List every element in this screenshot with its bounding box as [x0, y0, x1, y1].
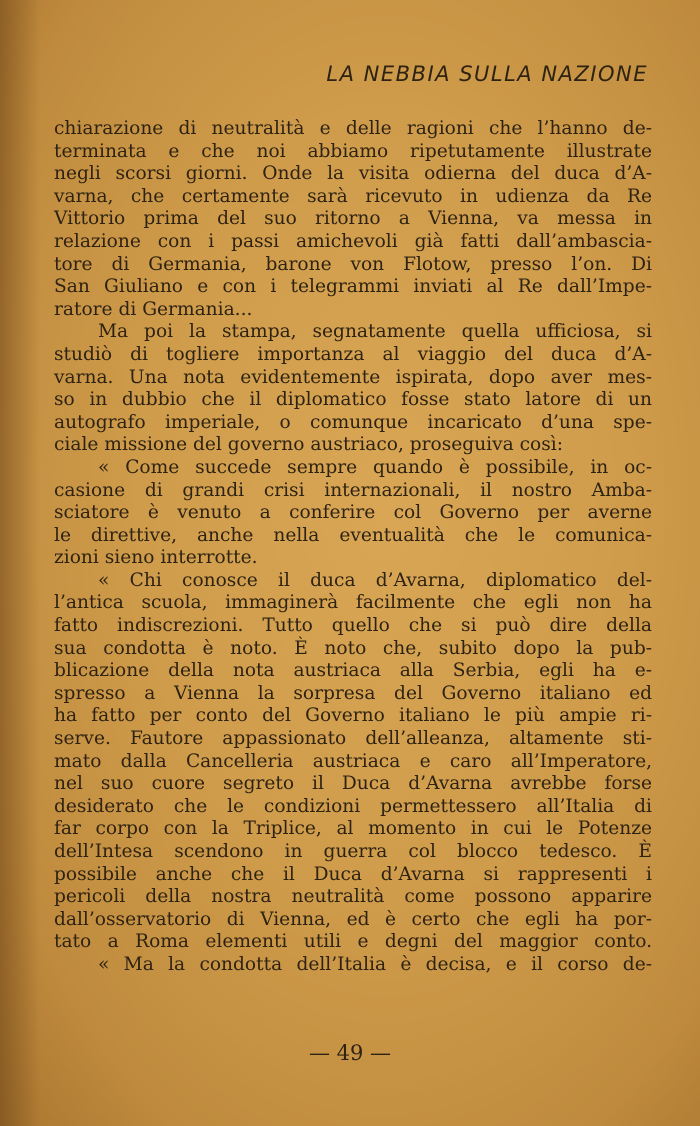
- text-line: blicazione della nota austriaca alla Serbia, egli ha e-: [54, 660, 652, 682]
- text-line: nel suo cuore segreto il Duca d’Avarna avrebbe forse: [54, 773, 652, 795]
- text-line: negli scorsi giorni. Onde la visita odierna del duca d’A-: [54, 163, 652, 185]
- text-line: pericoli della nostra neutralità come possono apparire: [54, 886, 652, 908]
- text-line: studiò di togliere importanza al viaggio del duca d’A-: [54, 343, 652, 365]
- text-line: tore di Germania, barone von Flotow, presso l’on. Di: [54, 253, 652, 275]
- text-line: casione di grandi crisi internazionali, il nostro Amba-: [54, 479, 652, 501]
- text-line: zioni sieno interrotte.: [54, 547, 258, 569]
- text-line: « Come succede sempre quando è possibile, in oc-: [98, 456, 652, 478]
- text-line: « Chi conosce il duca d’Avarna, diplomatico del-: [98, 569, 652, 591]
- text-line: l’antica scuola, immaginerà facilmente che egli non ha: [54, 592, 652, 614]
- text-line: ratore di Germania...: [54, 298, 253, 320]
- text-line: so in dubbio che il diplomatico fosse stato latore di un: [54, 389, 652, 411]
- text-line: le direttive, anche nella eventualità che le comunica-: [54, 524, 652, 546]
- text-line: Vittorio prima del suo ritorno a Vienna, va messa in: [54, 208, 652, 230]
- text-line: ciale missione del governo austriaco, proseguiva così:: [54, 434, 563, 456]
- text-line: dell’Intesa scendono in guerra col blocco tedesco. È: [54, 841, 652, 862]
- text-line: fatto indiscrezioni. Tutto quello che si può dire della: [54, 615, 652, 637]
- page-number: — 49 —: [308, 1041, 392, 1065]
- text-line: spresso a Vienna la sorpresa del Governo italiano ed: [54, 682, 652, 704]
- text-line: serve. Fautore appassionato dell’alleanza, altamente sti-: [54, 728, 652, 750]
- text-line: ha fatto per conto del Governo italiano le più ampie ri-: [54, 705, 652, 727]
- body-text: [54, 118, 652, 977]
- text-line: « Ma la condotta dell’Italia è decisa, e il corso de-: [98, 953, 652, 975]
- text-line: San Giuliano e con i telegrammi inviati al Re dall’Impe-: [54, 276, 652, 298]
- text-line: far corpo con la Triplice, al momento in cui le Potenze: [54, 818, 652, 840]
- page-gutter-shadow: [0, 0, 40, 1126]
- text-line: relazione con i passi amichevoli già fatti dall’ambascia-: [54, 230, 652, 252]
- text-line: autografo imperiale, o comunque incaricato d’una spe-: [54, 411, 652, 433]
- text-line: varna. Una nota evidentemente ispirata, dopo aver mes-: [54, 366, 652, 388]
- text-line: terminata e che noi abbiamo ripetutamente illustrate: [54, 140, 652, 162]
- text-line: dall’osservatorio di Vienna, ed è certo che egli ha por-: [54, 908, 652, 930]
- text-line: desiderato che le condizioni permettessero all’Italia di: [54, 795, 652, 817]
- text-line: tato a Roma elementi utili e degni del maggior conto.: [54, 931, 652, 953]
- running-head: LA NEBBIA SULLA NAZIONE: [326, 62, 648, 86]
- text-line: sciatore è venuto a conferire col Governo per averne: [54, 502, 652, 524]
- text-line: mato dalla Cancelleria austriaca e caro all’Imperatore,: [54, 750, 652, 772]
- text-line: Ma poi la stampa, segnatamente quella ufficiosa, si: [98, 321, 652, 343]
- text-line: chiarazione di neutralità e delle ragioni che l’hanno de-: [54, 118, 652, 139]
- text-line: sua condotta è noto. È noto che, subito dopo la pub-: [54, 637, 652, 659]
- text-line: possibile anche che il Duca d’Avarna si rappresenti i: [54, 863, 652, 885]
- text-line: varna, che certamente sarà ricevuto in udienza da Re: [54, 185, 652, 207]
